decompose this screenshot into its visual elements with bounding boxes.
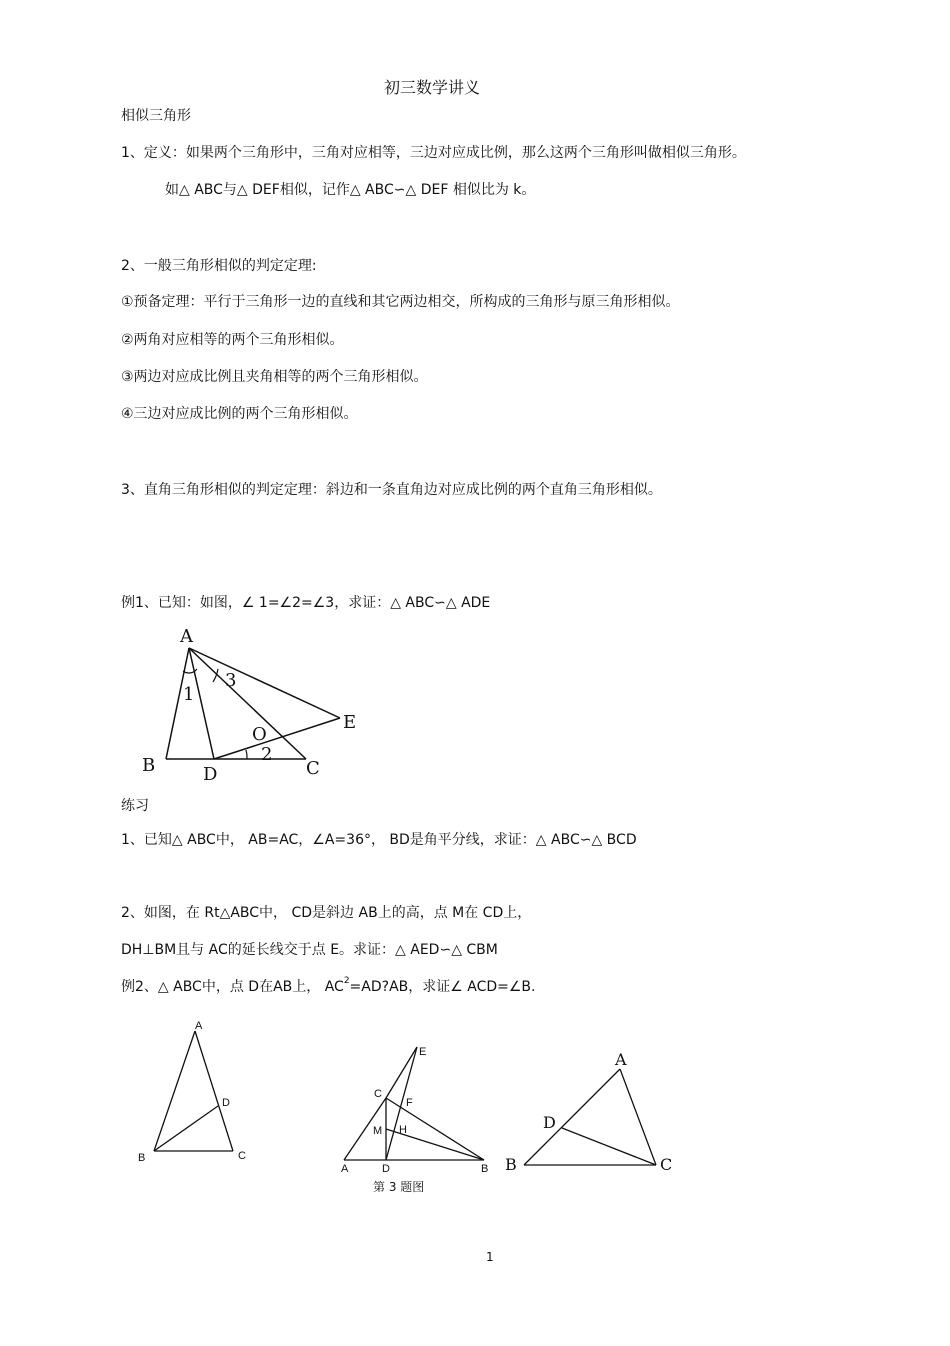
label-F: F — [406, 1097, 413, 1109]
example-2-exponent: 2 — [343, 976, 350, 986]
section-3-text: 3、直角三角形相似的判定定理：斜边和一条直角边对应成比例的两个直角三角形相似。 — [121, 482, 662, 498]
label-E: E — [343, 712, 357, 733]
theorem-item-1: ①预备定理：平行于三角形一边的直线和其它两边相交，所构成的三角形与原三角形相似。 — [121, 294, 680, 310]
label-D: D — [382, 1163, 390, 1175]
theorem-item-3: ③两边对应成比例且夹角相等的两个三角形相似。 — [121, 369, 428, 385]
label-A: A — [615, 1050, 627, 1069]
label-H: H — [399, 1124, 407, 1136]
label-C: C — [238, 1150, 246, 1162]
label-B: B — [481, 1163, 489, 1175]
label-angle-2: 2 — [261, 744, 273, 765]
figure-practice-1 — [130, 1015, 260, 1175]
section-subtitle: 相似三角形 — [121, 108, 191, 124]
section-2-title: 2、一般三角形相似的判定定理: — [121, 258, 317, 274]
definition-example: 如△ ABC与△ DEF相似，记作△ ABC∽△ DEF 相似比为 k。 — [165, 182, 536, 198]
figure-practice-2 — [330, 1035, 510, 1180]
label-E: E — [419, 1046, 427, 1058]
label-angle-1: 1 — [183, 684, 195, 705]
example-2-text-pre: 例2、△ ABC中，点 D在AB上， AC — [121, 979, 344, 995]
figure-example-2 — [500, 1045, 690, 1175]
definition-text: 1、定义：如果两个三角形中，三角对应相等，三边对应成比例，那么这两个三角形叫做相似三角形。 — [121, 145, 746, 161]
label-C: C — [374, 1088, 382, 1100]
label-B: B — [142, 755, 156, 776]
example-1-text: 例1、已知：如图，∠ 1=∠2=∠3，求证：△ ABC∽△ ADE — [121, 595, 491, 611]
label-A: A — [180, 626, 193, 647]
label-O: O — [252, 724, 267, 745]
label-D: D — [203, 764, 218, 785]
page-number: 1 — [486, 1250, 494, 1264]
theorem-item-2: ②两角对应相等的两个三角形相似。 — [121, 332, 344, 348]
label-D: D — [543, 1113, 556, 1132]
practice-2-line-2: DH⊥BM且与 AC的延长线交于点 E。求证：△ AED∽△ CBM — [121, 942, 498, 958]
example-2-text-post: =AD?AB，求证∠ ACD=∠B. — [349, 979, 536, 995]
figure-caption: 第 3 题图 — [373, 1180, 425, 1194]
practice-title: 练习 — [121, 798, 149, 814]
figure-example-1 — [130, 620, 370, 790]
example-2-text — [121, 976, 535, 996]
page-title: 初三数学讲义 — [384, 78, 481, 97]
practice-2-line-1: 2、如图，在 Rt△ABC中， CD是斜边 AB上的高，点 M在 CD上， — [121, 905, 532, 921]
label-A: A — [195, 1020, 203, 1032]
theorem-item-4: ④三边对应成比例的两个三角形相似。 — [121, 406, 358, 422]
label-angle-3: 3 — [225, 670, 237, 691]
label-B: B — [138, 1152, 146, 1164]
practice-1-text: 1、已知△ ABC中， AB=AC，∠A=36°， BD是角平分线，求证：△ ABC∽△ BCD — [121, 832, 637, 848]
label-M: M — [373, 1125, 383, 1137]
label-C: C — [660, 1155, 673, 1174]
label-C: C — [306, 758, 320, 779]
label-B: B — [505, 1155, 517, 1174]
label-D: D — [222, 1097, 230, 1109]
label-A: A — [341, 1163, 349, 1175]
